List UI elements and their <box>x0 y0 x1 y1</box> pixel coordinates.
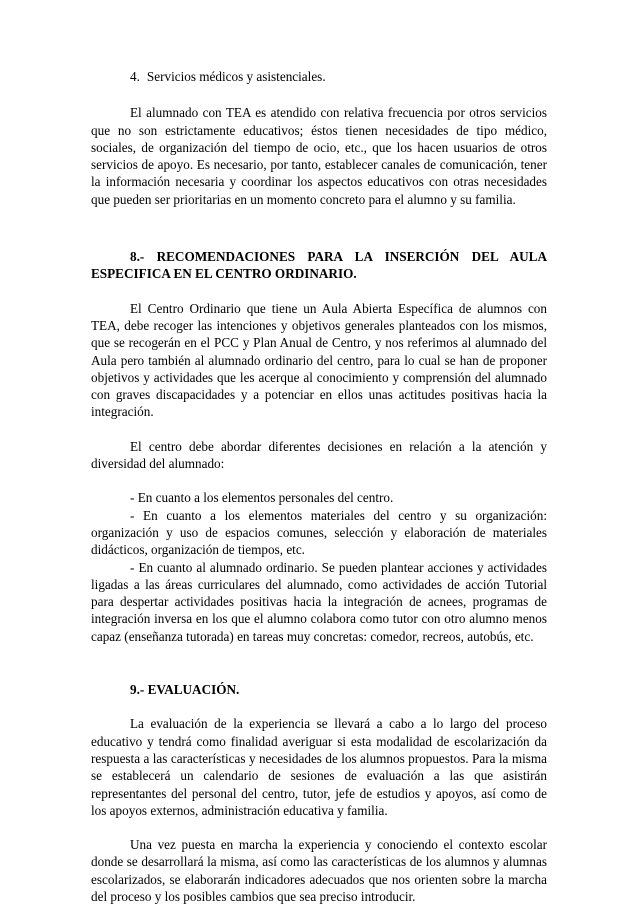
list-item-number: 4. <box>130 69 140 84</box>
dash-item-personales: - En cuanto a los elementos personales del centro. <box>130 490 394 506</box>
document-page <box>91 68 547 905</box>
dash-item-alumnado: - En cuanto al alumnado ordinario. Se pueden plantear acciones y actividades ligadas a las áreas curriculares del alumnado, como actividades de acción Tutorial para despertar actividades positivas hacia la integración de acnees, programas de integración inversa en los que el alumno colabora como tutor con otro alumno menos capaz (enseñanza tutorada) en tareas muy concretas: comedor, recreos, autobús, etc. <box>91 559 547 644</box>
paragraph-tea-services: El alumnado con TEA es atendido con relativa frecuencia por otros servicios que no son estrictamente educativos; éstos tienen necesidades de tipo médico, sociales, de organización del tiempo de ocio, etc., que los hacen usuarios de otros servicios de apoyo. Es necesario, por tanto, establecer canales de comunicación, tener la información necesaria y coordinar los aspectos educativos con otras necesidades que pueden ser prioritarias en un momento concreto para el alumno y su familia. <box>91 105 547 207</box>
dash-item-materiales: - En cuanto a los elementos materiales del centro y su organización: organización y uso de espacios comunes, selección y elaboración de materiales didácticos, organización de tiempos, etc. <box>91 507 547 558</box>
list-item-text: Servicios médicos y asistenciales. <box>146 69 326 84</box>
paragraph-centro-ordinario: El Centro Ordinario que tiene un Aula Abierta Específica de alumnos con TEA, debe recoger las intenciones y objetivos generales planteados con los mismos, que se recogerán en el PCC y Plan Anual de Centro, y nos referimos al alumnado del Aula pero también al alumnado ordinario del centro, para lo cual se han de proponer objetivos y actividades que les acerque al conocimiento y comprensión del alumnado con graves discapacidades y a potenciar en ellos unas actitudes positivas hacia la integración. <box>91 300 547 420</box>
section-heading-8: 8.- RECOMENDACIONES PARA LA INSERCIÓN DEL AULA ESPECIFICA EN EL CENTRO ORDINARIO. <box>91 249 547 282</box>
paragraph-indicadores: Una vez puesta en marcha la experiencia y conociendo el contexto escolar donde se desarrollará la misma, así como las características de los alumnos y alumnas escolarizados, se elaborarán indicadores adecuados que nos orienten sobre la marcha del proceso y los posibles cambios que sea preciso introducir. <box>91 837 547 904</box>
paragraph-evaluacion: La evaluación de la experiencia se llevará a cabo a lo largo del proceso educativo y tendrá como finalidad averiguar si esta modalidad de escolarización da respuesta a las características y necesidades de los alumnos propuestos. Para la misma se establecerá un calendario de sesiones de evaluación a las que asistirán representantes del personal del centro, tutor, jefe de estudios y apoyos, así como de los apoyos externos, administración educativa y familia. <box>91 716 547 818</box>
list-item-4 <box>91 68 547 85</box>
section-heading-9: 9.- EVALUACIÓN. <box>130 682 240 698</box>
paragraph-decisiones: El centro debe abordar diferentes decisiones en relación a la atención y diversidad del alumnado: <box>91 438 547 472</box>
